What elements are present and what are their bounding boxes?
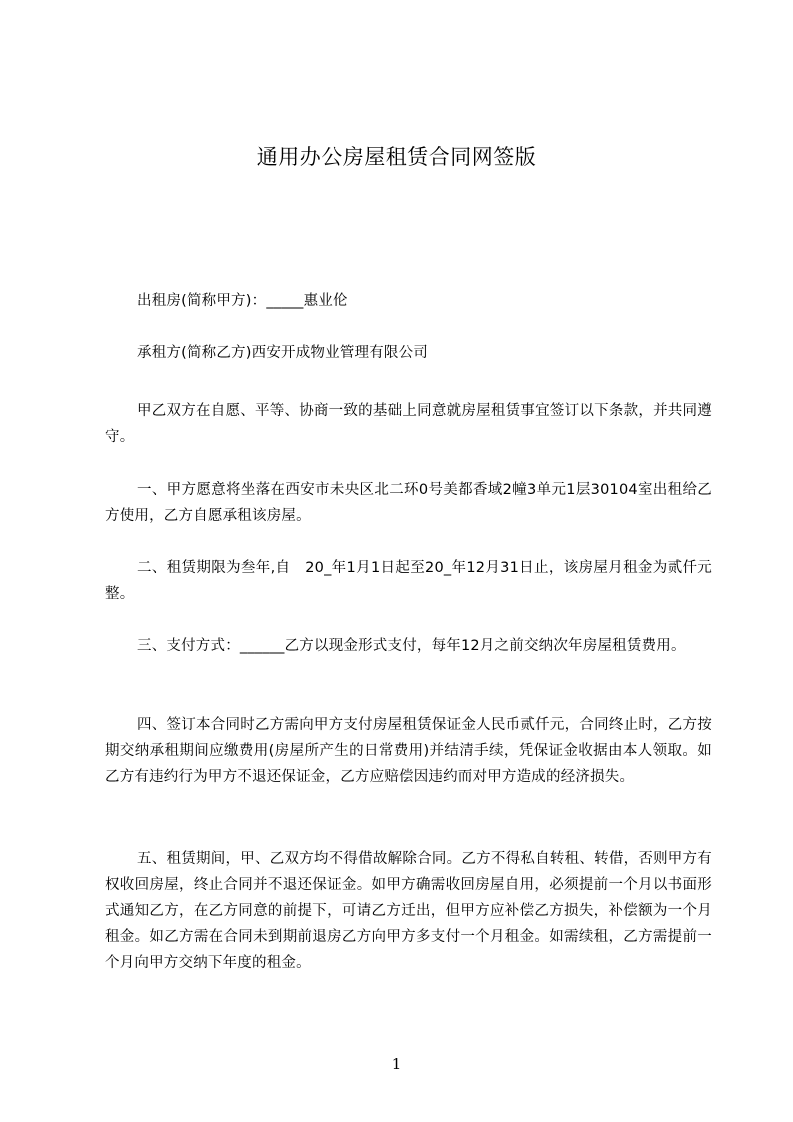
clause-5-paragraph: 五、租赁期间，甲、乙双方均不得借故解除合同。乙方不得私自转租、转借，否则甲方有权收回房屋，终止合同并不退还保证金。如甲方确需收回房屋自用，必须提前一个月以书面形式通知乙方，在乙方同意的前提下，可请乙方迁出，但甲方应补偿乙方损失，补偿额为一个月租金。如乙方需在合同未到期前退房乙方向甲方多支付一个月租金。如需续租，乙方需提前一个月向甲方交纳下年度的租金。 [105, 851, 712, 971]
intro-paragraph: 甲乙双方在自愿、平等、协商一致的基础上同意就房屋租赁事宜签订以下条款，并共同遵守。 [105, 403, 712, 445]
clause-4-paragraph: 四、签订本合同时乙方需向甲方支付房屋租赁保证金人民币贰仟元，合同终止时，乙方按期交纳承租期间应缴费用(房屋所产生的日常费用)并结清手续，凭保证金收据由本人领取。如乙方有违约行为甲方不退还保证金，乙方应赔偿因违约而对甲方造成的经济损失。 [105, 717, 712, 785]
clause-2-paragraph: 二、租赁期限为叁年,自 20_年1月1日起至20_年12月31日止，该房屋月租金为贰仟元整。 [105, 560, 712, 602]
clause-3-paragraph: 三、支付方式：______乙方以现金形式支付，每年12月之前交纳次年房屋租赁费用。 [137, 638, 686, 654]
document-title: 通用办公房屋租赁合同网签版 [256, 145, 537, 169]
lessor-line: 出租房(简称甲方)：_____惠业伦 [137, 293, 348, 309]
clause-1-paragraph: 一、甲方愿意将坐落在西安市未央区北二环0号美都香域2幢3单元1层30104室出租给乙方使用，乙方自愿承租该房屋。 [105, 482, 712, 524]
page-number: 1 [391, 1055, 402, 1073]
lessee-line: 承租方(简称乙方)西安开成物业管理有限公司 [137, 345, 429, 361]
